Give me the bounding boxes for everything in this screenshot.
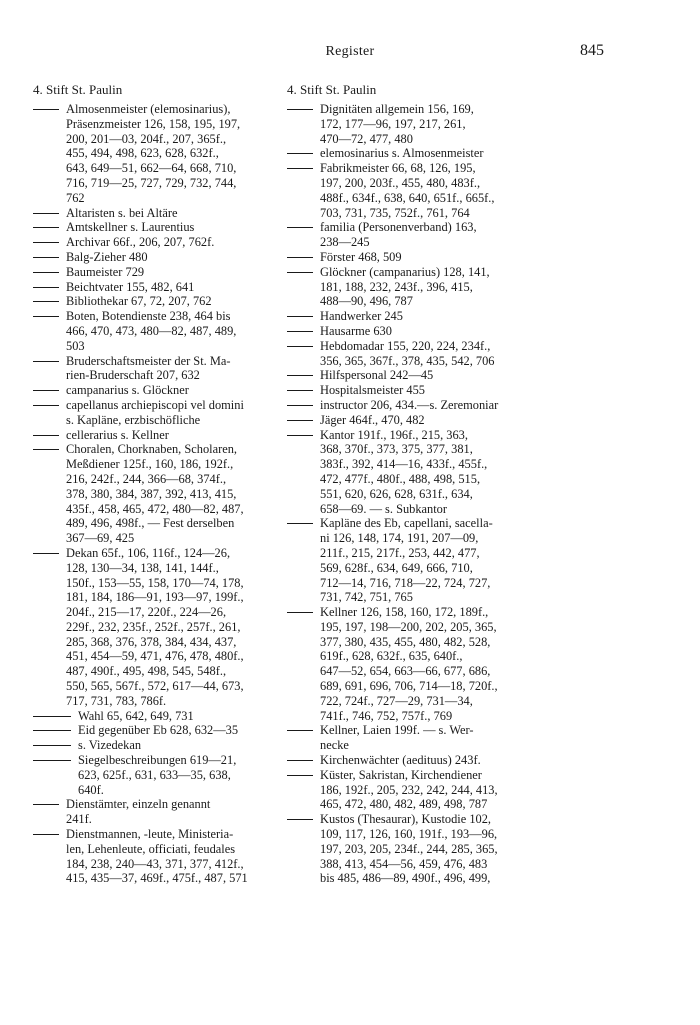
em-dash-rule [33,804,59,805]
index-entry [287,605,521,723]
entry-line: Wahl 65, 642, 649, 731 [78,708,194,723]
em-dash-rule [33,242,59,243]
entry-line: 658—69. — s. Subkantor [320,501,448,516]
entry-line: s. Vizedekan [78,738,142,753]
entry-line: 762 [66,190,85,205]
entry-line: 640f. [78,782,104,797]
em-dash-rule [287,331,313,332]
index-entry [33,354,267,384]
index-entry [33,265,267,280]
entry-line: rien-Bruderschaft 207, 632 [66,368,200,383]
entry-line: Fabrikmeister 66, 68, 126, 195, [320,161,476,176]
entry-line: 489, 496, 498f., — Fest derselben [66,516,235,531]
entry-line: Siegelbeschreibungen 619—21, [78,753,237,768]
entry-line: Hebdomadar 155, 220, 224, 234f., [320,338,491,353]
entry-line: 367—69, 425 [66,531,135,546]
entry-line: 377, 380, 435, 455, 480, 482, 528, [320,634,491,649]
entry-line: 569, 628f., 634, 649, 666, 710, [320,560,473,575]
entry-text [78,753,267,797]
em-dash-rule [33,316,59,317]
entry-text [320,309,521,324]
index-entry [33,428,267,443]
page-number: 845 [580,42,604,59]
em-dash-rule [33,257,59,258]
entry-text [320,250,521,265]
entry-line: 712—14, 716, 718—22, 724, 727, [320,575,491,590]
em-dash-rule [287,153,313,154]
index-entry [287,161,521,220]
em-dash-rule [33,213,59,214]
entry-text [66,827,267,886]
entry-text [78,738,267,753]
em-dash-rule [287,523,313,524]
em-dash-rule [33,227,59,228]
entry-line: 717, 731, 783, 786f. [66,693,167,708]
entry-line: 472, 477f., 480f., 488, 498, 515, [320,471,481,486]
entry-text [66,428,267,443]
entry-line: 550, 565, 567f., 572, 617—44, 673, [66,679,244,694]
entry-line: necke [320,738,349,753]
entry-line: 551, 620, 626, 628, 631f., 634, [320,486,473,501]
entry-text [66,354,267,384]
entry-text [66,309,267,353]
entry-text [320,324,521,339]
entry-text [66,265,267,280]
entry-text [78,723,267,738]
em-dash-rule [33,390,59,391]
em-dash-rule [287,435,313,436]
entry-line: 731, 742, 751, 765 [320,590,413,605]
index-entry [33,723,267,738]
index-entry [287,368,521,383]
entry-line: 623, 625f., 631, 633—35, 638, [78,767,231,782]
em-dash-rule [287,420,313,421]
entry-text [320,768,521,812]
entry-line: Kustos (Thesaurar), Kustodie 102, [320,812,492,827]
index-entry [287,753,521,768]
entry-line: 211f., 215, 217f., 253, 442, 477, [320,545,480,560]
entry-text [320,102,521,146]
entry-line: cellerarius s. Kellner [66,427,169,442]
em-dash-rule [287,775,313,776]
entry-line: 184, 238, 240—43, 371, 377, 412f., [66,856,244,871]
entry-line: Hilfspersonal 242—45 [320,368,434,383]
entry-text [320,398,521,413]
entry-line: Hospitalsmeister 455 [320,383,425,398]
em-dash-rule [287,272,313,273]
entry-line: Hausarme 630 [320,323,392,338]
entry-line: 415, 435—37, 469f., 475f., 487, 571 [66,871,248,886]
index-entry [33,738,267,753]
em-dash-rule [33,760,71,761]
em-dash-rule [33,553,59,554]
index-entry [287,250,521,265]
entry-line: ni 126, 148, 174, 191, 207—09, [320,531,479,546]
entry-text [66,235,267,250]
entry-line: 181, 184, 186—91, 193—97, 199f., [66,590,244,605]
entry-line: Kellner, Laien 199f. — s. Wer- [320,723,474,738]
index-entry [287,398,521,413]
entry-line: 128, 130—34, 138, 141, 144f., [66,560,219,575]
entry-line: Glöckner (campanarius) 128, 141, [320,264,490,279]
em-dash-rule [33,301,59,302]
em-dash-rule [33,405,59,406]
entry-line: Altaristen s. bei Altäre [66,205,178,220]
entry-text [66,398,267,428]
entry-text [78,709,267,724]
index-entry [287,146,521,161]
index-entry [33,398,267,428]
entry-text [66,383,267,398]
index-entry [33,220,267,235]
entry-line: Jäger 464f., 470, 482 [320,412,425,427]
entry-line: Amtskellner s. Laurentius [66,220,195,235]
entry-line: 619f., 628, 632f., 635, 640f., [320,649,463,664]
em-dash-rule [33,834,59,835]
entry-text [66,102,267,206]
entry-text [66,250,267,265]
em-dash-rule [287,760,313,761]
index-entry [33,102,267,206]
entry-line: 150f., 153—55, 158, 170—74, 178, [66,575,244,590]
entry-line: 647—52, 654, 663—66, 677, 686, [320,664,491,679]
entry-text [66,280,267,295]
entry-line: 455, 494, 498, 623, 628, 632f., [66,146,219,161]
entry-line: 703, 731, 735, 752f., 761, 764 [320,205,470,220]
entry-line: Kirchenwächter (aedituus) 243f. [320,753,481,768]
index-entry [33,309,267,353]
index-entry [287,812,521,886]
em-dash-rule [33,730,71,731]
entry-text [320,339,521,369]
index-entry [287,383,521,398]
entry-line: 200, 201—03, 204f., 207, 365f., [66,131,227,146]
entry-line: Dienstmannen, -leute, Ministeria- [66,827,234,842]
em-dash-rule [287,316,313,317]
entry-line: 238—245 [320,235,370,250]
index-entry [33,294,267,309]
entry-line: 689, 691, 696, 706, 714—18, 720f., [320,679,498,694]
index-entry [33,797,267,827]
index-entry [287,102,521,146]
entry-line: Dekan 65f., 106, 116f., 124—26, [66,545,231,560]
entry-line: s. Kapläne, erzbischöfliche [66,412,201,427]
em-dash-rule [33,745,71,746]
entry-list [287,102,521,886]
entry-line: 368, 370f., 373, 375, 377, 381, [320,442,473,457]
entry-text [66,206,267,221]
index-entry [287,768,521,812]
index-entry [287,309,521,324]
entry-line: Förster 468, 509 [320,249,402,264]
entry-line: 722, 724f., 727—29, 731—34, [320,693,473,708]
entry-line: 488—90, 496, 787 [320,294,413,309]
entry-line: Boten, Botendienste 238, 464 bis [66,309,231,324]
entry-line: 356, 365, 367f., 378, 435, 542, 706 [320,353,495,368]
entry-line: familia (Personenverband) 163, [320,220,477,235]
running-head: Register [325,44,375,59]
entry-line: Baumeister 729 [66,264,145,279]
entry-line: 197, 200, 203f., 455, 480, 483f., [320,175,481,190]
entry-line: Kapläne des Eb, capellani, sacella- [320,516,493,531]
em-dash-rule [287,346,313,347]
entry-text [320,428,521,517]
entry-line: 716, 719—25, 727, 729, 732, 744, [66,175,237,190]
entry-line: 487, 490f., 495, 498, 545, 548f., [66,664,227,679]
left-column [33,82,267,886]
em-dash-rule [287,375,313,376]
entry-line: Meßdiener 125f., 160, 186, 192f., [66,457,234,472]
entry-line: 109, 117, 126, 160, 191f., 193—96, [320,827,498,842]
entry-text [66,546,267,709]
entry-text [320,413,521,428]
entry-text [320,368,521,383]
entry-list [33,102,267,886]
entry-line: 466, 470, 473, 480—82, 487, 489, [66,323,237,338]
index-entry [33,546,267,709]
entry-line: instructor 206, 434.—s. Zeremoniar [320,397,499,412]
right-column [287,82,521,886]
em-dash-rule [287,819,313,820]
entry-line: 383f., 392, 414—16, 433f., 455f., [320,457,488,472]
entry-line: 195, 197, 198—200, 202, 205, 365, [320,619,497,634]
em-dash-rule [33,109,59,110]
entry-text [320,265,521,309]
entry-line: 229f., 232, 235f., 252f., 257f., 261, [66,619,241,634]
entry-line: Küster, Sakristan, Kirchendiener [320,767,482,782]
entry-line: 741f., 746, 752, 757f., 769 [320,708,453,723]
entry-line: Präsenzmeister 126, 158, 195, 197, [66,116,241,131]
index-entry [287,516,521,605]
em-dash-rule [287,405,313,406]
index-entry [287,324,521,339]
entry-line: 503 [66,338,85,353]
entry-text [66,797,267,827]
entry-line: 216, 242f., 244, 366—68, 374f., [66,471,227,486]
entry-line: len, Lehenleute, officiati, feudales [66,841,236,856]
entry-line: Bibliothekar 67, 72, 207, 762 [66,294,212,309]
entry-line: 241f. [66,812,92,827]
em-dash-rule [33,287,59,288]
entry-text [320,753,521,768]
em-dash-rule [33,361,59,362]
entry-line: 388, 413, 454—56, 459, 476, 483 [320,856,488,871]
section-heading: 4. Stift St. Paulin [33,82,123,97]
entry-text [320,605,521,723]
index-entry [287,265,521,309]
page-header [0,44,700,64]
index-entry [33,235,267,250]
index-entry [33,827,267,886]
index-entry [287,339,521,369]
em-dash-rule [33,435,59,436]
index-entry [33,206,267,221]
entry-line: 378, 380, 384, 387, 392, 413, 415, [66,486,237,501]
entry-line: 643, 649—51, 662—64, 668, 710, [66,161,237,176]
entry-line: 435f., 458, 465, 472, 480—82, 487, [66,501,244,516]
em-dash-rule [287,109,313,110]
em-dash-rule [287,730,313,731]
em-dash-rule [287,257,313,258]
entry-line: Eid gegenüber Eb 628, 632—35 [78,723,239,738]
em-dash-rule [33,272,59,273]
entry-line: 204f., 215—17, 220f., 224—26, [66,605,227,620]
entry-line: 488f., 634f., 638, 640, 651f., 665f., [320,190,495,205]
em-dash-rule [287,168,313,169]
entry-line: 197, 203, 205, 234f., 244, 285, 365, [320,841,498,856]
entry-line: capellanus archiepiscopi vel domini [66,397,244,412]
em-dash-rule [287,612,313,613]
entry-line: Balg-Zieher 480 [66,249,148,264]
entry-line: Kantor 191f., 196f., 215, 363, [320,427,468,442]
entry-line: 465, 472, 480, 482, 489, 498, 787 [320,797,488,812]
entry-text [320,812,521,886]
entry-line: Dienstämter, einzeln genannt [66,797,211,812]
em-dash-rule [287,390,313,391]
entry-text [66,442,267,546]
entry-line: Beichtvater 155, 482, 641 [66,279,195,294]
entry-text [66,220,267,235]
entry-text [320,723,521,753]
entry-line: Almosenmeister (elemosinarius), [66,102,231,116]
entry-line: campanarius s. Glöckner [66,383,189,398]
entry-text [66,294,267,309]
em-dash-rule [287,227,313,228]
entry-line: Handwerker 245 [320,309,403,324]
entry-line: Archivar 66f., 206, 207, 762f. [66,235,215,250]
entry-line: Bruderschaftsmeister der St. Ma- [66,353,231,368]
entry-line: 470—72, 477, 480 [320,131,413,146]
index-entry [287,428,521,517]
entry-line: Dignitäten allgemein 156, 169, [320,102,474,116]
index-entry [287,723,521,753]
entry-line: elemosinarius s. Almosenmeister [320,146,484,161]
index-entry [287,220,521,250]
index-entry [33,383,267,398]
entry-line: bis 485, 486—89, 490f., 496, 499, [320,871,491,886]
index-entry [33,709,267,724]
entry-line: 451, 454—59, 471, 476, 478, 480f., [66,649,244,664]
entry-text [320,383,521,398]
em-dash-rule [33,716,71,717]
em-dash-rule [33,449,59,450]
index-entry [33,280,267,295]
entry-text [320,161,521,220]
entry-line: Kellner 126, 158, 160, 172, 189f., [320,605,489,620]
entry-line: 181, 188, 232, 243f., 396, 415, [320,279,473,294]
index-entry [33,753,267,797]
entry-line: 285, 368, 376, 378, 384, 434, 437, [66,634,237,649]
entry-text [320,220,521,250]
entry-line: Choralen, Chorknaben, Scholaren, [66,442,238,457]
entry-line: 186, 192f., 205, 232, 242, 244, 413, [320,782,498,797]
entry-text [320,516,521,605]
entry-text [320,146,521,161]
section-heading: 4. Stift St. Paulin [287,82,377,97]
entry-line: 172, 177—96, 197, 217, 261, [320,116,466,131]
index-entry [33,442,267,546]
index-entry [33,250,267,265]
index-entry [287,413,521,428]
